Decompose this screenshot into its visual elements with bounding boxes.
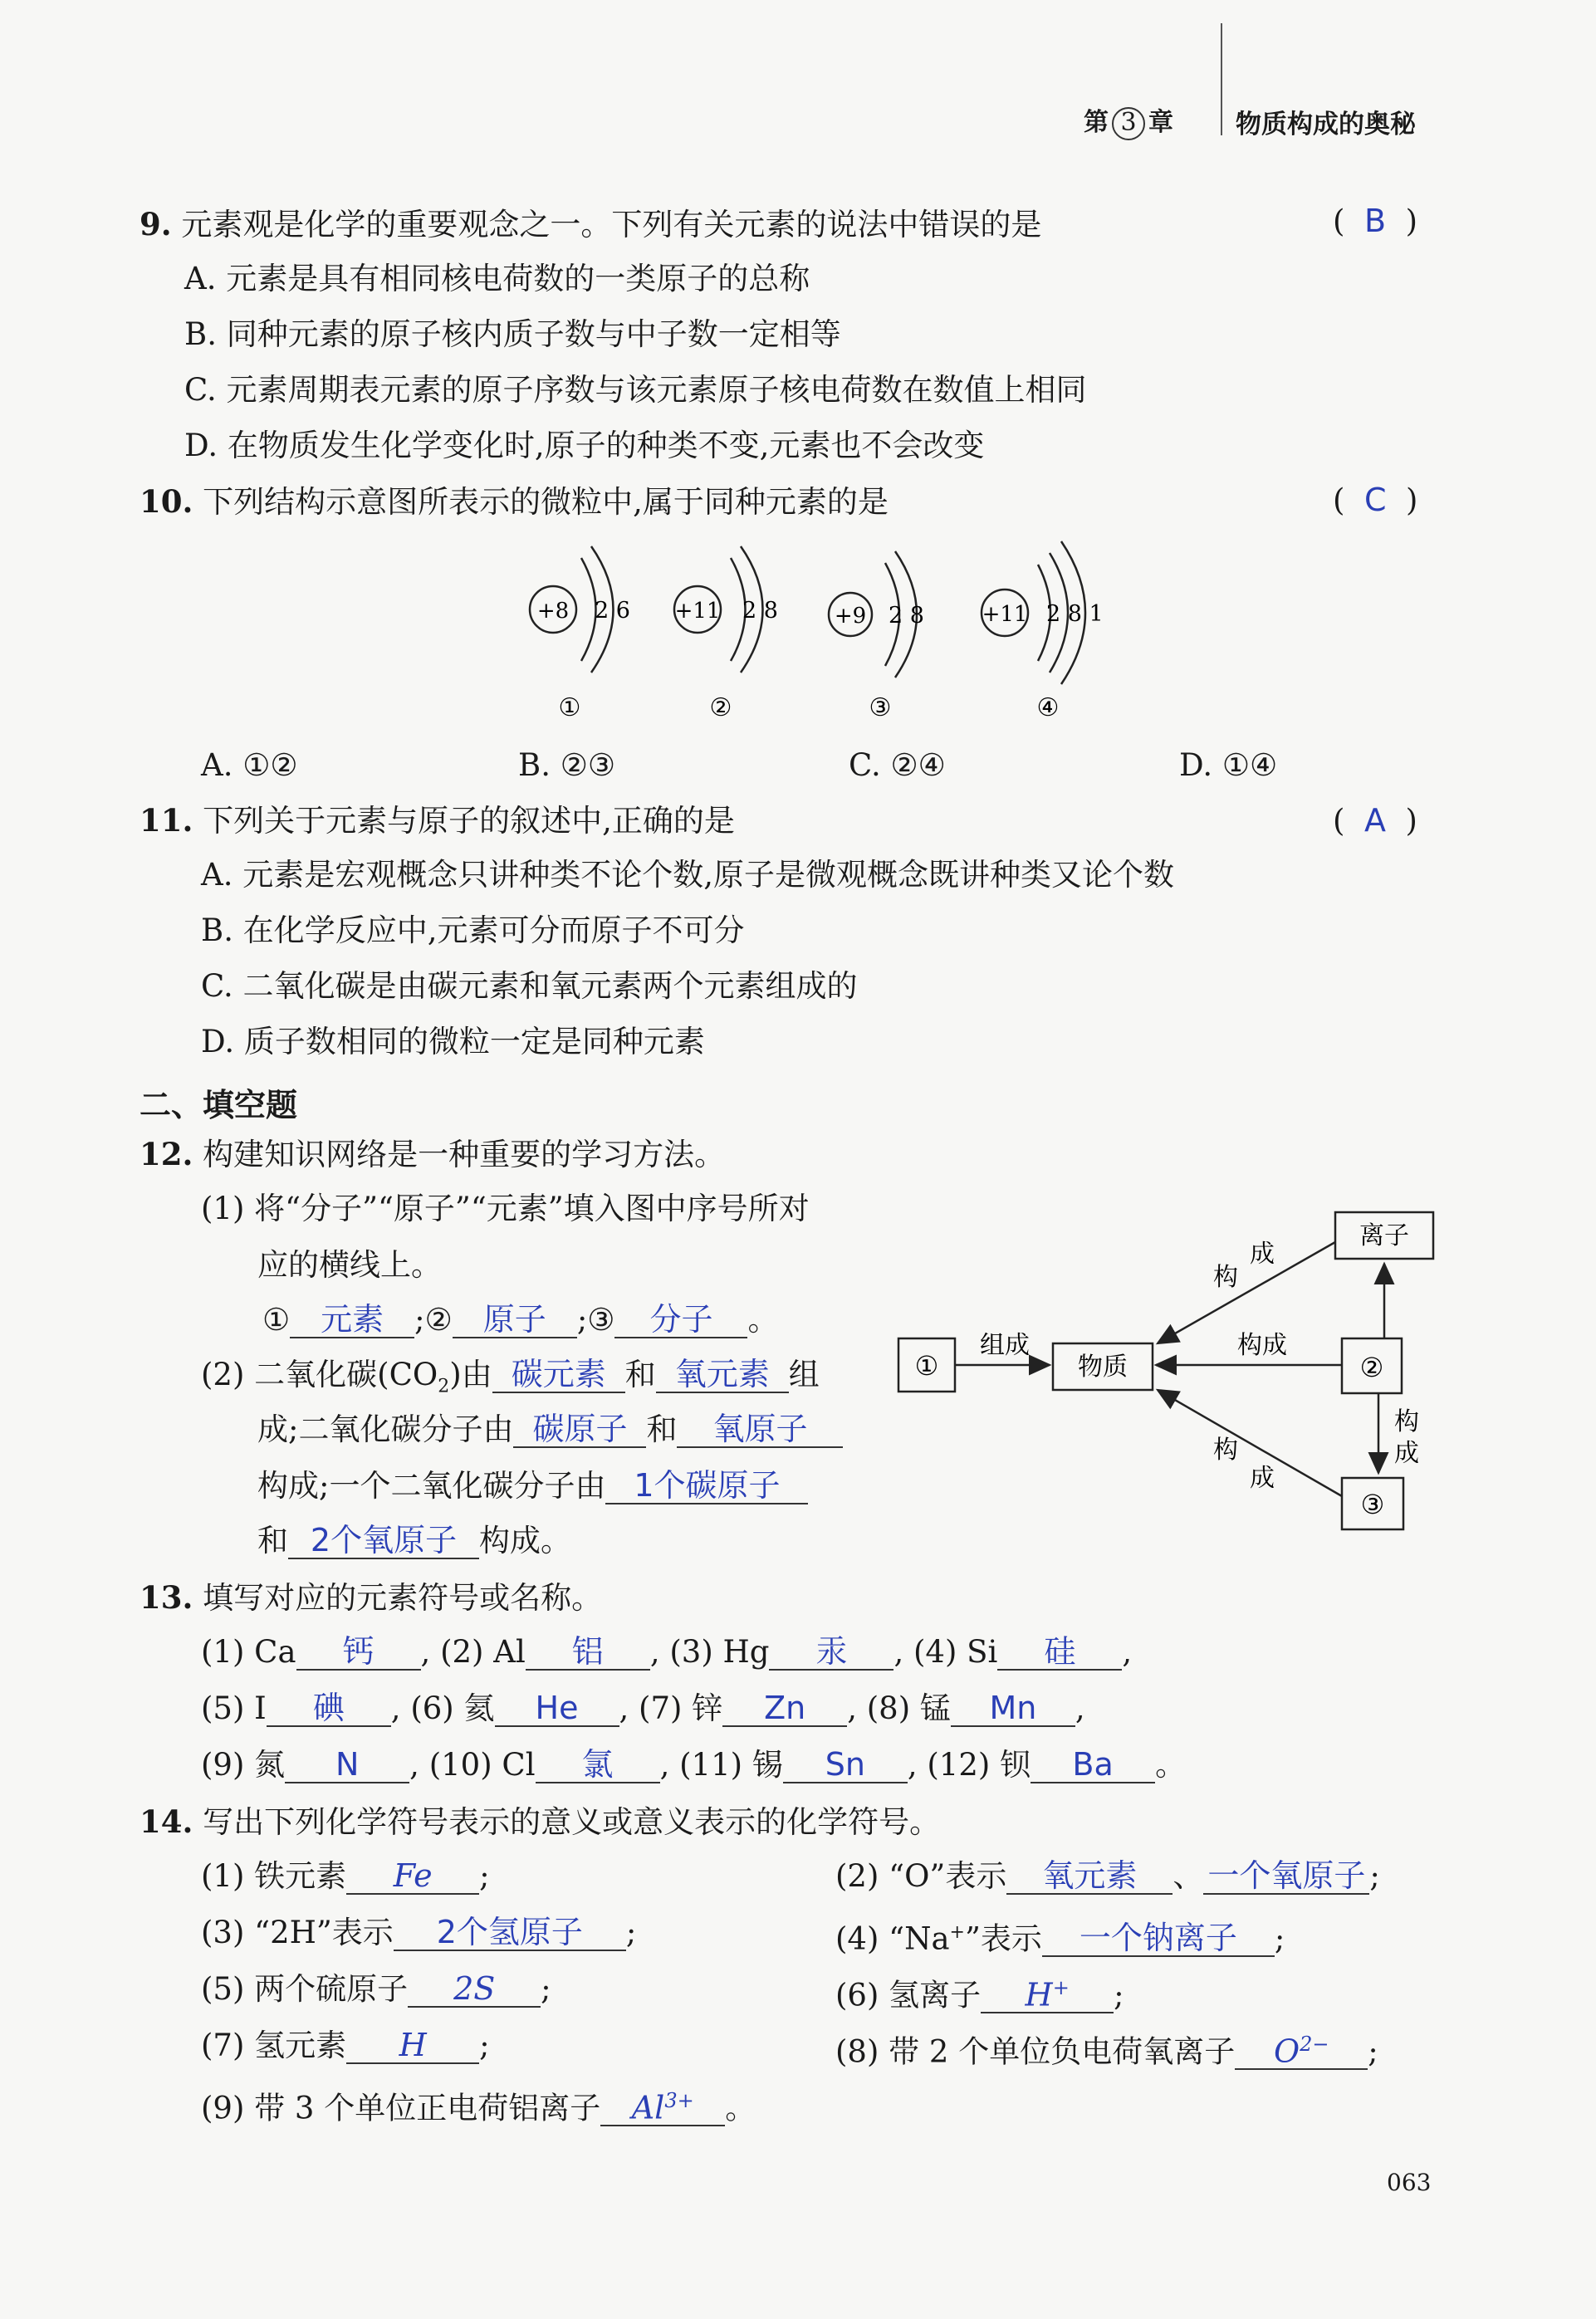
q12-part2-line3 xyxy=(257,1468,808,1504)
q12-answer-3: 分子 xyxy=(649,1301,713,1338)
q14-blank-6[interactable]: H+ xyxy=(981,1971,1114,2013)
q12-answer-2: 原子 xyxy=(482,1301,546,1338)
atom-2-nucleus: +11 xyxy=(674,599,721,624)
q12-blank-7[interactable] xyxy=(677,1412,843,1448)
q14-stem-text: 写出下列化学符号表示的意义或意义表示的化学符号。 xyxy=(203,1804,941,1840)
chapter-suffix: 章 xyxy=(1148,108,1173,137)
atom-diagram-1 xyxy=(530,546,630,722)
knowledge-network-diagram xyxy=(880,1196,1445,1553)
atom-4-label: ④ xyxy=(1036,693,1060,722)
q12-part1-line2: 应的横线上。 xyxy=(257,1247,442,1283)
q14-blank-4[interactable]: 一个钠离子 xyxy=(1042,1921,1275,1957)
q11-stem xyxy=(140,802,735,839)
q13-blank-2[interactable]: 铝 xyxy=(526,1635,650,1671)
q12-stem xyxy=(140,1136,725,1173)
q11-answer-bracket[interactable]: ( A ) xyxy=(1333,802,1417,839)
q9-answer-bracket[interactable]: ( B ) xyxy=(1333,203,1418,239)
q14-item-9: (9) 带 3 个单位正电荷铝离子 $Al^{3+}$ 。 xyxy=(201,2084,756,2126)
q12-answer-6: 碳原子 xyxy=(532,1411,628,1447)
q11-option-c[interactable]: C. 二氧化碳是由碳元素和氧元素两个元素组成的 xyxy=(201,968,858,1004)
label-construct-box3-2: 成 xyxy=(1250,1464,1275,1493)
atom-3-label: ③ xyxy=(869,693,892,722)
q12-p2-and-1: 和 xyxy=(624,1357,656,1392)
q9-stem xyxy=(140,206,1041,243)
q14-blank-9[interactable]: $Al^{3+}$ xyxy=(600,2084,725,2126)
q12-blank-8[interactable] xyxy=(605,1469,808,1504)
svg-text:①: ① xyxy=(914,1350,939,1382)
q12-answer-7: 氧原子 xyxy=(712,1411,808,1447)
atom-2-shells: 2 8 xyxy=(742,598,778,624)
node-box3 xyxy=(1342,1478,1403,1529)
q12-stem-text: 构建知识网络是一种重要的学习方法。 xyxy=(203,1137,726,1172)
q12-blank-3[interactable] xyxy=(614,1303,747,1338)
svg-text:③: ③ xyxy=(1360,1489,1385,1520)
q13-blank-8[interactable]: Mn xyxy=(951,1691,1075,1727)
q10-stem-text: 下列结构示意图所表示的微粒中,属于同种元素的是 xyxy=(203,484,889,520)
q11-answer: A xyxy=(1363,802,1386,839)
q12-part1-blanks xyxy=(262,1302,778,1338)
atom-diagram-4 xyxy=(982,541,1104,722)
atom-diagram-2 xyxy=(674,546,778,722)
q13-blank-6[interactable]: He xyxy=(495,1691,619,1727)
q12-p2-text-b: )由 xyxy=(449,1357,492,1392)
label-construct-v-1: 构 xyxy=(1394,1407,1419,1436)
blank-label-2: ;② xyxy=(414,1302,453,1338)
q12-part2-line1 xyxy=(201,1357,820,1405)
q13-blank-9[interactable]: N xyxy=(285,1748,409,1783)
q10-answer: C xyxy=(1363,482,1387,518)
q14-item-4: (4) “Na+”表示 一个钠离子 ; xyxy=(835,1920,1285,1957)
q12-blank-9[interactable] xyxy=(288,1524,479,1559)
q14-blank-5[interactable]: 2S xyxy=(408,1972,541,2008)
q12-blank-5[interactable] xyxy=(656,1358,789,1393)
q14-item-7: (7) 氢元素 H ; xyxy=(201,2027,490,2063)
q10-option-c[interactable]: C. ②④ xyxy=(849,747,946,783)
q14-item-3: (3) “2H”表示 2个氢原子 ; xyxy=(201,1914,637,1950)
q12-p2-text-f: 构成。 xyxy=(479,1523,571,1558)
q14-blank-7[interactable]: H xyxy=(346,2028,479,2064)
q12-number: 12. xyxy=(140,1136,193,1172)
q14-blank-1[interactable]: Fe xyxy=(346,1859,479,1895)
label-construct-ion-2: 成 xyxy=(1250,1240,1275,1269)
blank-label-3: ;③ xyxy=(576,1302,615,1338)
q14-blank-2b[interactable]: 一个氧原子 xyxy=(1203,1859,1369,1895)
q14-blank-8[interactable]: $O^{2-}$ xyxy=(1235,2028,1368,2070)
q13-stem-text: 填写对应的元素符号或名称。 xyxy=(203,1580,603,1616)
q13-blank-1[interactable]: 钙 xyxy=(296,1635,421,1671)
q12-p2-subscript: 2 xyxy=(438,1376,450,1397)
q12-p2-text-c: 组 xyxy=(788,1357,820,1392)
q12-answer-8: 1个碳原子 xyxy=(634,1467,781,1504)
q13-blank-7[interactable]: Zn xyxy=(722,1691,847,1727)
blank-label-end: 。 xyxy=(747,1302,779,1338)
atom-3-nucleus: +9 xyxy=(834,604,867,629)
q13-row-1: (1) Ca 钙 , (2) Al 铝 , (3) Hg 汞 , (4) Si 硅 , xyxy=(201,1633,1133,1670)
q14-blank-3[interactable]: 2个氢原子 xyxy=(394,1915,626,1951)
q11-number: 11. xyxy=(140,802,193,839)
q14-item-5: (5) 两个硫原子 2S ; xyxy=(201,1970,551,2007)
q12-p2-and-3: 和 xyxy=(257,1523,288,1558)
q10-option-b[interactable]: B. ②③ xyxy=(518,747,616,783)
q14-item-8: (8) 带 2 个单位负电荷氧离子 $O^{2-}$ ; xyxy=(835,2028,1378,2070)
q14-item-6: (6) 氢离子 H+ ; xyxy=(835,1971,1124,2013)
q9-option-b[interactable]: B. 同种元素的原子核内质子数与中子数一定相等 xyxy=(184,316,841,352)
q10-option-a[interactable]: A. ①② xyxy=(201,747,298,783)
q13-blank-4[interactable]: 硅 xyxy=(997,1635,1122,1671)
q12-p2-and-2: 和 xyxy=(646,1411,678,1447)
q12-p2-text-d: 成;二氧化碳分子由 xyxy=(257,1411,514,1447)
q12-part1-line1: (1) 将“分子”“原子”“元素”填入图中序号所对 xyxy=(201,1191,810,1226)
q13-blank-5[interactable]: 碘 xyxy=(267,1691,391,1727)
svg-text:离子: 离子 xyxy=(1359,1221,1409,1250)
q14-number: 14. xyxy=(140,1803,193,1840)
q9-number: 9. xyxy=(140,206,172,242)
q12-answer-1: 元素 xyxy=(321,1301,384,1338)
header-divider xyxy=(1221,23,1222,135)
q9-stem-text: 元素观是化学的重要观念之一。下列有关元素的说法中错误的是 xyxy=(181,207,1042,242)
q12-part2-line2 xyxy=(257,1411,843,1448)
svg-text:②: ② xyxy=(1359,1352,1384,1383)
q12-answer-5: 氧元素 xyxy=(674,1356,770,1392)
q13-blank-11[interactable]: Sn xyxy=(783,1748,908,1783)
q12-blank-1[interactable] xyxy=(290,1303,414,1338)
atom-4-nucleus: +11 xyxy=(982,602,1028,627)
q14-item-1: (1) 铁元素 Fe ; xyxy=(201,1857,490,1894)
chapter-badge xyxy=(1084,101,1173,140)
q12-blank-6[interactable] xyxy=(513,1412,646,1448)
chapter-title: 物质构成的奥秘 xyxy=(1236,110,1416,139)
q13-row-3: (9) 氮 N , (10) Cl 氯 , (11) 锡 Sn , (12) 钡 Ba 。 xyxy=(201,1746,1187,1783)
q13-blank-10[interactable]: 氯 xyxy=(536,1748,660,1783)
q12-p2-text-e: 构成;一个二氧化碳分子由 xyxy=(257,1468,606,1504)
q11-stem-text: 下列关于元素与原子的叙述中,正确的是 xyxy=(203,803,735,839)
q12-answer-9: 2个氧原子 xyxy=(310,1522,458,1558)
q14-stem xyxy=(140,1803,940,1841)
q11-option-d[interactable]: D. 质子数相同的微粒一定是同种元素 xyxy=(201,1024,705,1059)
q12-answer-4: 碳元素 xyxy=(511,1356,606,1392)
label-construct-v-2: 成 xyxy=(1394,1439,1419,1468)
arrow-ion-to-matter xyxy=(1158,1242,1335,1343)
section-heading: 二、填空题 xyxy=(140,1086,298,1123)
q13-row-2: (5) I 碘 , (6) 氦 He , (7) 锌 Zn , (8) 锰 Mn , xyxy=(201,1690,1085,1726)
atom-4-shells: 2 8 1 xyxy=(1046,601,1104,627)
atom-1-shells: 2 6 xyxy=(595,598,630,624)
page-number: 063 xyxy=(1387,2169,1432,2196)
q12-blank-4[interactable] xyxy=(492,1358,625,1393)
q13-number: 13. xyxy=(140,1579,193,1616)
q12-blank-2[interactable] xyxy=(453,1303,577,1338)
atom-2-label: ② xyxy=(709,693,732,722)
q9-answer: B xyxy=(1363,203,1387,239)
q9-option-a[interactable]: A. 元素是具有相同核电荷数的一类原子的总称 xyxy=(184,261,810,296)
q9-option-c[interactable]: C. 元素周期表元素的原子序数与该元素原子核电荷数在数值上相同 xyxy=(184,372,1087,408)
q13-blank-3[interactable]: 汞 xyxy=(769,1635,893,1671)
q13-stem xyxy=(140,1579,602,1617)
q13-blank-12[interactable]: Ba xyxy=(1031,1748,1155,1783)
q12-part2-line4 xyxy=(257,1523,571,1559)
q12-p2-text-a: (2) 二氧化碳(CO xyxy=(201,1357,438,1392)
q11-option-b[interactable]: B. 在化学反应中,元素可分而原子不可分 xyxy=(201,912,745,948)
q10-answer-bracket[interactable]: ( C ) xyxy=(1333,482,1418,518)
atom-1-nucleus: +8 xyxy=(536,599,570,624)
atom-3-shells: 2 8 xyxy=(889,603,924,629)
label-compose: 组成 xyxy=(980,1331,1030,1360)
blank-label-1: ① xyxy=(262,1302,291,1338)
q14-blank-2a[interactable]: 氧元素 xyxy=(1006,1859,1173,1895)
q14-item-2: (2) “O”表示 氧元素 、 一个氧原子 ; xyxy=(835,1857,1380,1894)
atom-1-label: ① xyxy=(558,693,581,722)
chapter-prefix: 第 xyxy=(1084,108,1109,137)
label-construct-ion-1: 构 xyxy=(1213,1263,1238,1292)
q10-stem xyxy=(140,483,889,521)
q10-option-d[interactable]: D. ①④ xyxy=(1179,747,1278,783)
node-box1 xyxy=(898,1338,955,1392)
atom-diagram-3 xyxy=(829,551,924,722)
chapter-number: 3 xyxy=(1112,107,1145,140)
q10-number: 10. xyxy=(140,483,193,520)
node-box2 xyxy=(1342,1338,1402,1393)
label-construct-box3-1: 构 xyxy=(1213,1436,1238,1465)
q11-option-a[interactable]: A. 元素是宏观概念只讲种类不论个数,原子是微观概念既讲种类又论个数 xyxy=(201,857,1175,893)
q9-option-d[interactable]: D. 在物质发生化学变化时,原子的种类不变,元素也不会改变 xyxy=(184,428,985,463)
atom-diagrams xyxy=(498,523,1129,739)
label-construct-h: 构成 xyxy=(1237,1331,1287,1360)
node-ion xyxy=(1335,1212,1433,1259)
svg-text:物质: 物质 xyxy=(1078,1353,1128,1382)
node-matter xyxy=(1053,1343,1153,1390)
